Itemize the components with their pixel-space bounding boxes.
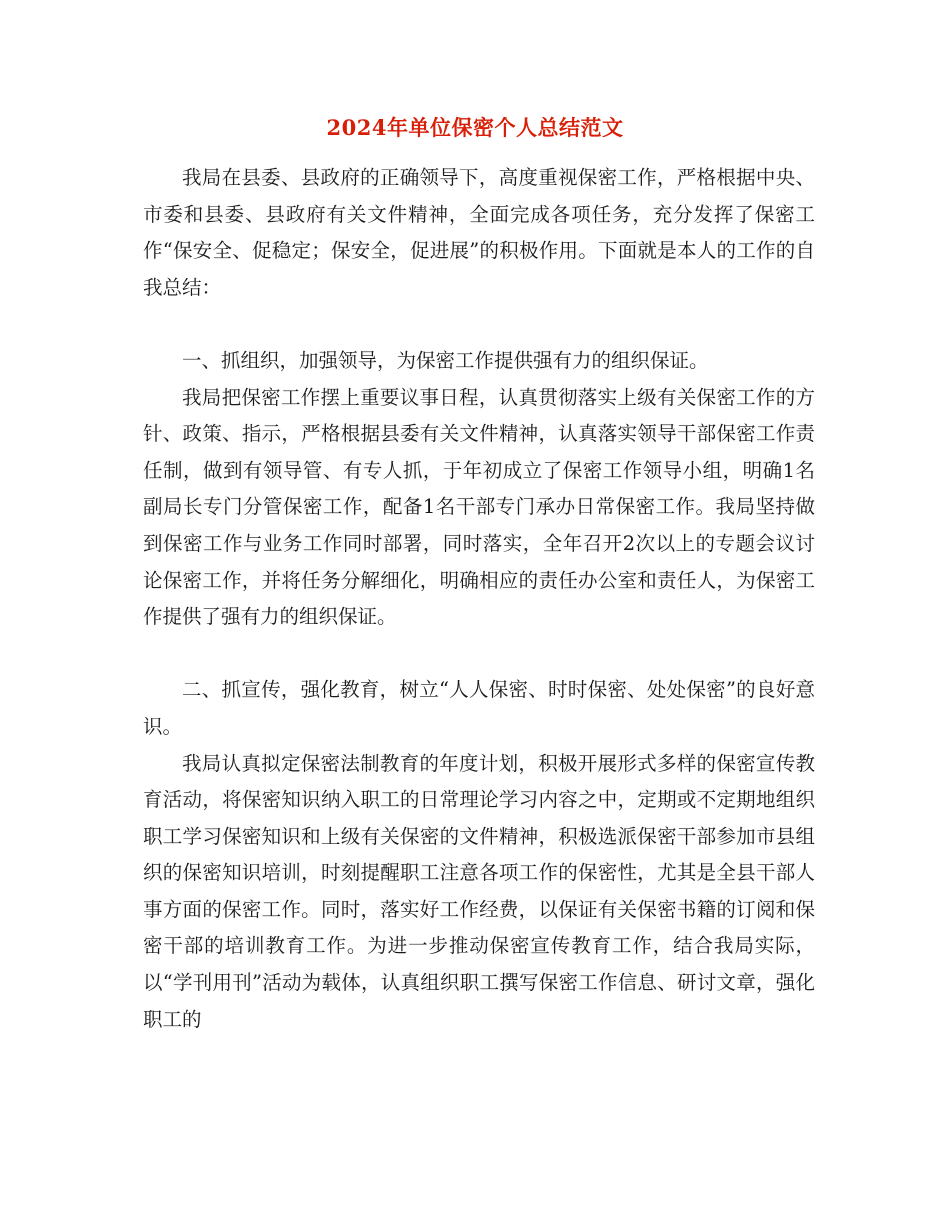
paragraph-spacer	[143, 636, 815, 673]
intro-paragraph: 我局在县委、县政府的正确领导下，高度重视保密工作，严格根据中央、市委和县委、县政府有关文件精神，全面完成各项任务，充分发挥了保密工作“保安全、促稳定；保安全，促进展”的积极作用。下面就是本人的工作的自我总结：	[143, 166, 815, 299]
paragraph-spacer	[143, 306, 815, 343]
section-one-heading: 一、抓组织，加强领导，为保密工作提供强有力的组织保证。	[182, 348, 709, 372]
document-body	[143, 160, 815, 1038]
document-title: 2024年单位保密个人总结范文	[326, 115, 624, 140]
section-one-paragraph: 我局把保密工作摆上重要议事日程，认真贯彻落实上级有关保密工作的方针、政策、指示，严格根据县委有关文件精神，认真落实领导干部保密工作责任制，做到有领导管、有专人抓，于年初成立了保密工作领导小组，明确1名副局长专门分管保密工作，配备1名干部专门承办日常保密工作。我局坚持做到保密工作与业务工作同时部署，同时落实，全年召开2次以上的专题会议讨论保密工作，并将任务分解细化，明确相应的责任办公室和责任人，为保密工作提供了强有力的组织保证。	[143, 385, 815, 629]
section-two-paragraph: 我局认真拟定保密法制教育的年度计划，积极开展形式多样的保密宣传教育活动，将保密知识纳入职工的日常理论学习内容之中，定期或不定期地组织职工学习保密知识和上级有关保密的文件精神，积极选派保密干部参加市县组织的保密知识培训，时刻提醒职工注意各项工作的保密性，尤其是全县干部人事方面的保密工作。同时，落实好工作经费，以保证有关保密书籍的订阅和保密干部的培训教育工作。为进一步推动保密宣传教育工作，结合我局实际，以“学刊用刊”活动为载体，认真组织职工撰写保密工作信息、研讨文章，强化职工的	[143, 751, 815, 1031]
section-two-heading: 二、抓宣传，强化教育，树立“人人保密、时时保密、处处保密”的良好意识。	[143, 678, 815, 738]
